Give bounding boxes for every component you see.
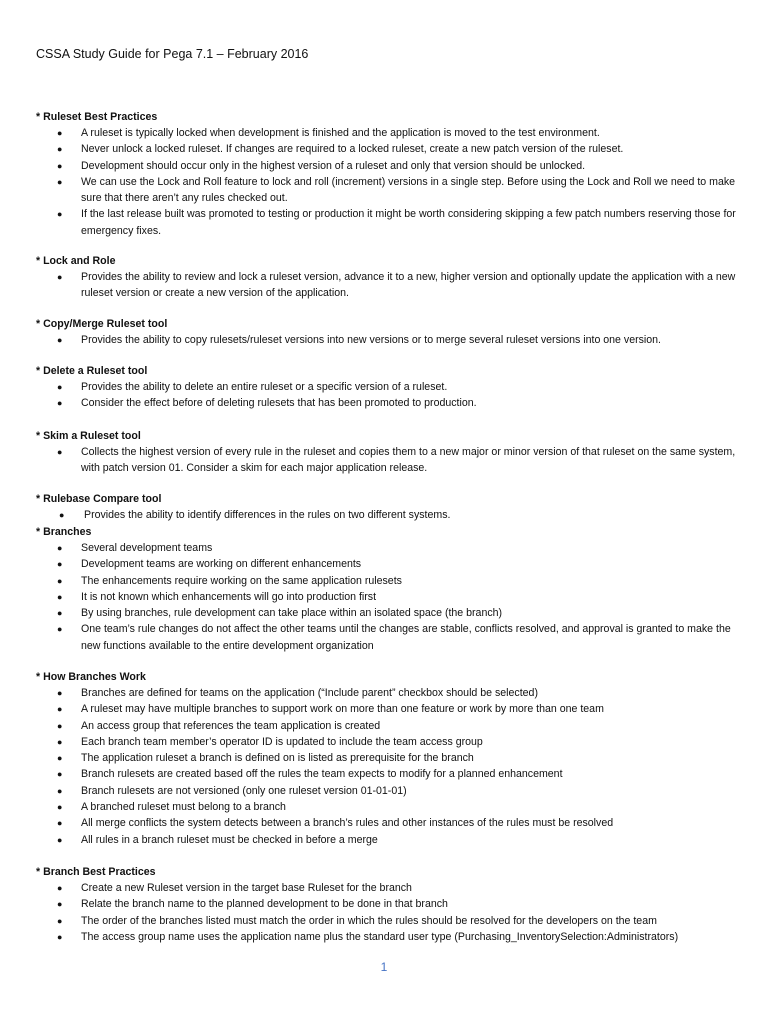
bullet-icon: ● [57,591,63,602]
list-item: ● Branches are defined for teams on the application (“Include parent” checkbox should be selected) [36,685,736,701]
bullet-icon: ● [57,704,63,715]
section-heading: * Lock and Role [36,255,116,267]
list-item: ● Branch rulesets are not versioned (only one ruleset version 01-01-01) [36,783,736,799]
bullet-icon: ● [57,802,63,813]
bullet-list [36,379,736,412]
bullet-icon: ● [57,575,63,586]
section-heading: * Branch Best Practices [36,866,156,878]
bullet-list [36,444,736,477]
list-item: ● Development should occur only in the highest version of a ruleset and only that version should be unlocked. [36,158,736,174]
list-item: ● The order of the branches listed must match the order in which the rules should be resolved for the developers on the team [36,913,736,929]
bullet-list [36,540,736,654]
section-delete-ruleset-tool [36,364,736,412]
bullet-icon: ● [57,447,63,457]
list-item: ● It is not known which enhancements will go into production first [36,589,736,605]
list-item: ● A branched ruleset must belong to a branch [36,799,736,815]
bullet-icon: ● [57,736,63,747]
list-item: ● Development teams are working on different enhancements [36,556,736,572]
bullet-icon: ● [57,915,63,926]
bullet-icon: ● [57,144,63,155]
list-item: ● Never unlock a locked ruleset. If changes are required to a locked ruleset, create a new patch version of the ruleset. [36,141,736,157]
list-item: ● All rules in a branch ruleset must be checked in before a merge [36,832,736,848]
bullet-icon: ● [57,883,63,893]
document-title: CSSA Study Guide for Pega 7.1 – February 2016 [36,47,309,61]
section-branches [36,525,736,654]
bullet-icon: ● [57,559,63,570]
section-ruleset-best-practices [36,110,736,239]
list-item: ● Provides the ability to identify differences in the rules on two different systems. [36,507,736,523]
bullet-icon: ● [57,785,63,796]
bullet-icon: ● [57,209,63,220]
bullet-icon: ● [57,753,63,764]
list-item: ● All merge conflicts the system detects between a branch’s rules and other instances of the rules must be resolved [36,815,736,831]
section-lock-and-role [36,254,736,302]
section-skim-ruleset-tool [36,429,736,477]
bullet-icon: ● [57,720,63,731]
list-item: ● One team’s rule changes do not affect the other teams until the changes are stable, conflicts resolved, and approval is granted to make the new functions available to the entire development organization [57,623,731,652]
bullet-icon: ● [57,176,63,187]
bullet-icon: ● [57,818,63,829]
bullet-list [36,332,736,348]
section-heading: * Copy/Merge Ruleset tool [36,318,168,330]
list-item: ● Consider the effect before of deleting rulesets that has been promoted to production. [36,395,736,411]
bullet-icon: ● [57,335,63,345]
bullet-icon: ● [57,834,63,845]
bullet-list [36,685,736,848]
list-item: ● The application ruleset a branch is defined on is listed as prerequisite for the branch [36,750,736,766]
bullet-icon: ● [57,128,63,138]
section-heading: * Ruleset Best Practices [36,111,158,123]
bullet-icon: ● [57,769,63,780]
list-item: ● Create a new Ruleset version in the target base Ruleset for the branch [36,880,736,896]
bullet-icon: ● [57,160,63,171]
bullet-icon: ● [57,931,63,942]
list-item: ● Branch rulesets are created based off the rules the team expects to modify for a planned enhancement [36,766,736,782]
list-item: ● Provides the ability to copy rulesets/ruleset versions into new versions or to merge several ruleset versions into one version. [36,332,736,348]
bullet-icon: ● [57,688,63,698]
list-item: ● A ruleset may have multiple branches to support work on more than one feature or work by more than one team [36,701,736,717]
page-number: 1 [380,960,388,974]
bullet-list [36,507,736,523]
bullet-list [36,125,736,239]
list-item: ● If the last release built was promoted to testing or production it might be worth considering skipping a few patch numbers reserving those for emergency fixes. [57,208,736,237]
section-branch-best-practices [36,865,736,945]
list-item: ● Collects the highest version of every rule in the ruleset and copies them to a new major or minor version of that ruleset on the same system, with patch version 01. Consider a skim for each major application release. [57,446,736,475]
bullet-icon: ● [59,510,65,520]
list-item: ● A ruleset is typically locked when development is finished and the application is moved to the test environment. [36,125,736,141]
bullet-icon: ● [57,272,63,282]
bullet-icon: ● [57,382,63,392]
section-heading: * Delete a Ruleset tool [36,365,148,377]
section-rulebase-compare-tool [36,492,736,523]
section-copy-merge-ruleset-tool [36,317,736,348]
bullet-icon: ● [57,543,63,553]
list-item: ● By using branches, rule development can take place within an isolated space (the branch) [36,605,736,621]
list-item: ● We can use the Lock and Roll feature to lock and roll (increment) versions in a single step. Before using the Lock and Roll we need to make sure that there aren’t any rules checked out. [57,175,736,205]
bullet-icon: ● [57,608,63,619]
list-item: ● Provides the ability to delete an entire ruleset or a specific version of a ruleset. [36,379,736,395]
bullet-list [36,880,736,945]
section-heading: * How Branches Work [36,671,146,683]
section-heading: * Skim a Ruleset tool [36,430,141,442]
section-heading: * Branches [36,526,92,538]
bullet-icon: ● [57,398,63,409]
list-item: ● Provides the ability to review and lock a ruleset version, advance it to a new, higher version and optionally update the application with a new ruleset version or create a new version of the application. [57,271,736,300]
list-item: ● Relate the branch name to the planned development to be done in that branch [36,896,736,912]
list-item: ● An access group that references the team application is created [36,718,736,734]
list-item: ● Several development teams [36,540,736,556]
section-heading: * Rulebase Compare tool [36,493,162,505]
list-item: ● Each branch team member’s operator ID is updated to include the team access group [36,734,736,750]
bullet-icon: ● [57,624,63,635]
section-how-branches-work [36,670,736,848]
bullet-icon: ● [57,899,63,910]
list-item: ● The access group name uses the application name plus the standard user type (Purchasing_InventorySelection:Administrators) [36,929,736,945]
list-item: ● The enhancements require working on the same application rulesets [36,573,736,589]
bullet-list [36,269,736,302]
